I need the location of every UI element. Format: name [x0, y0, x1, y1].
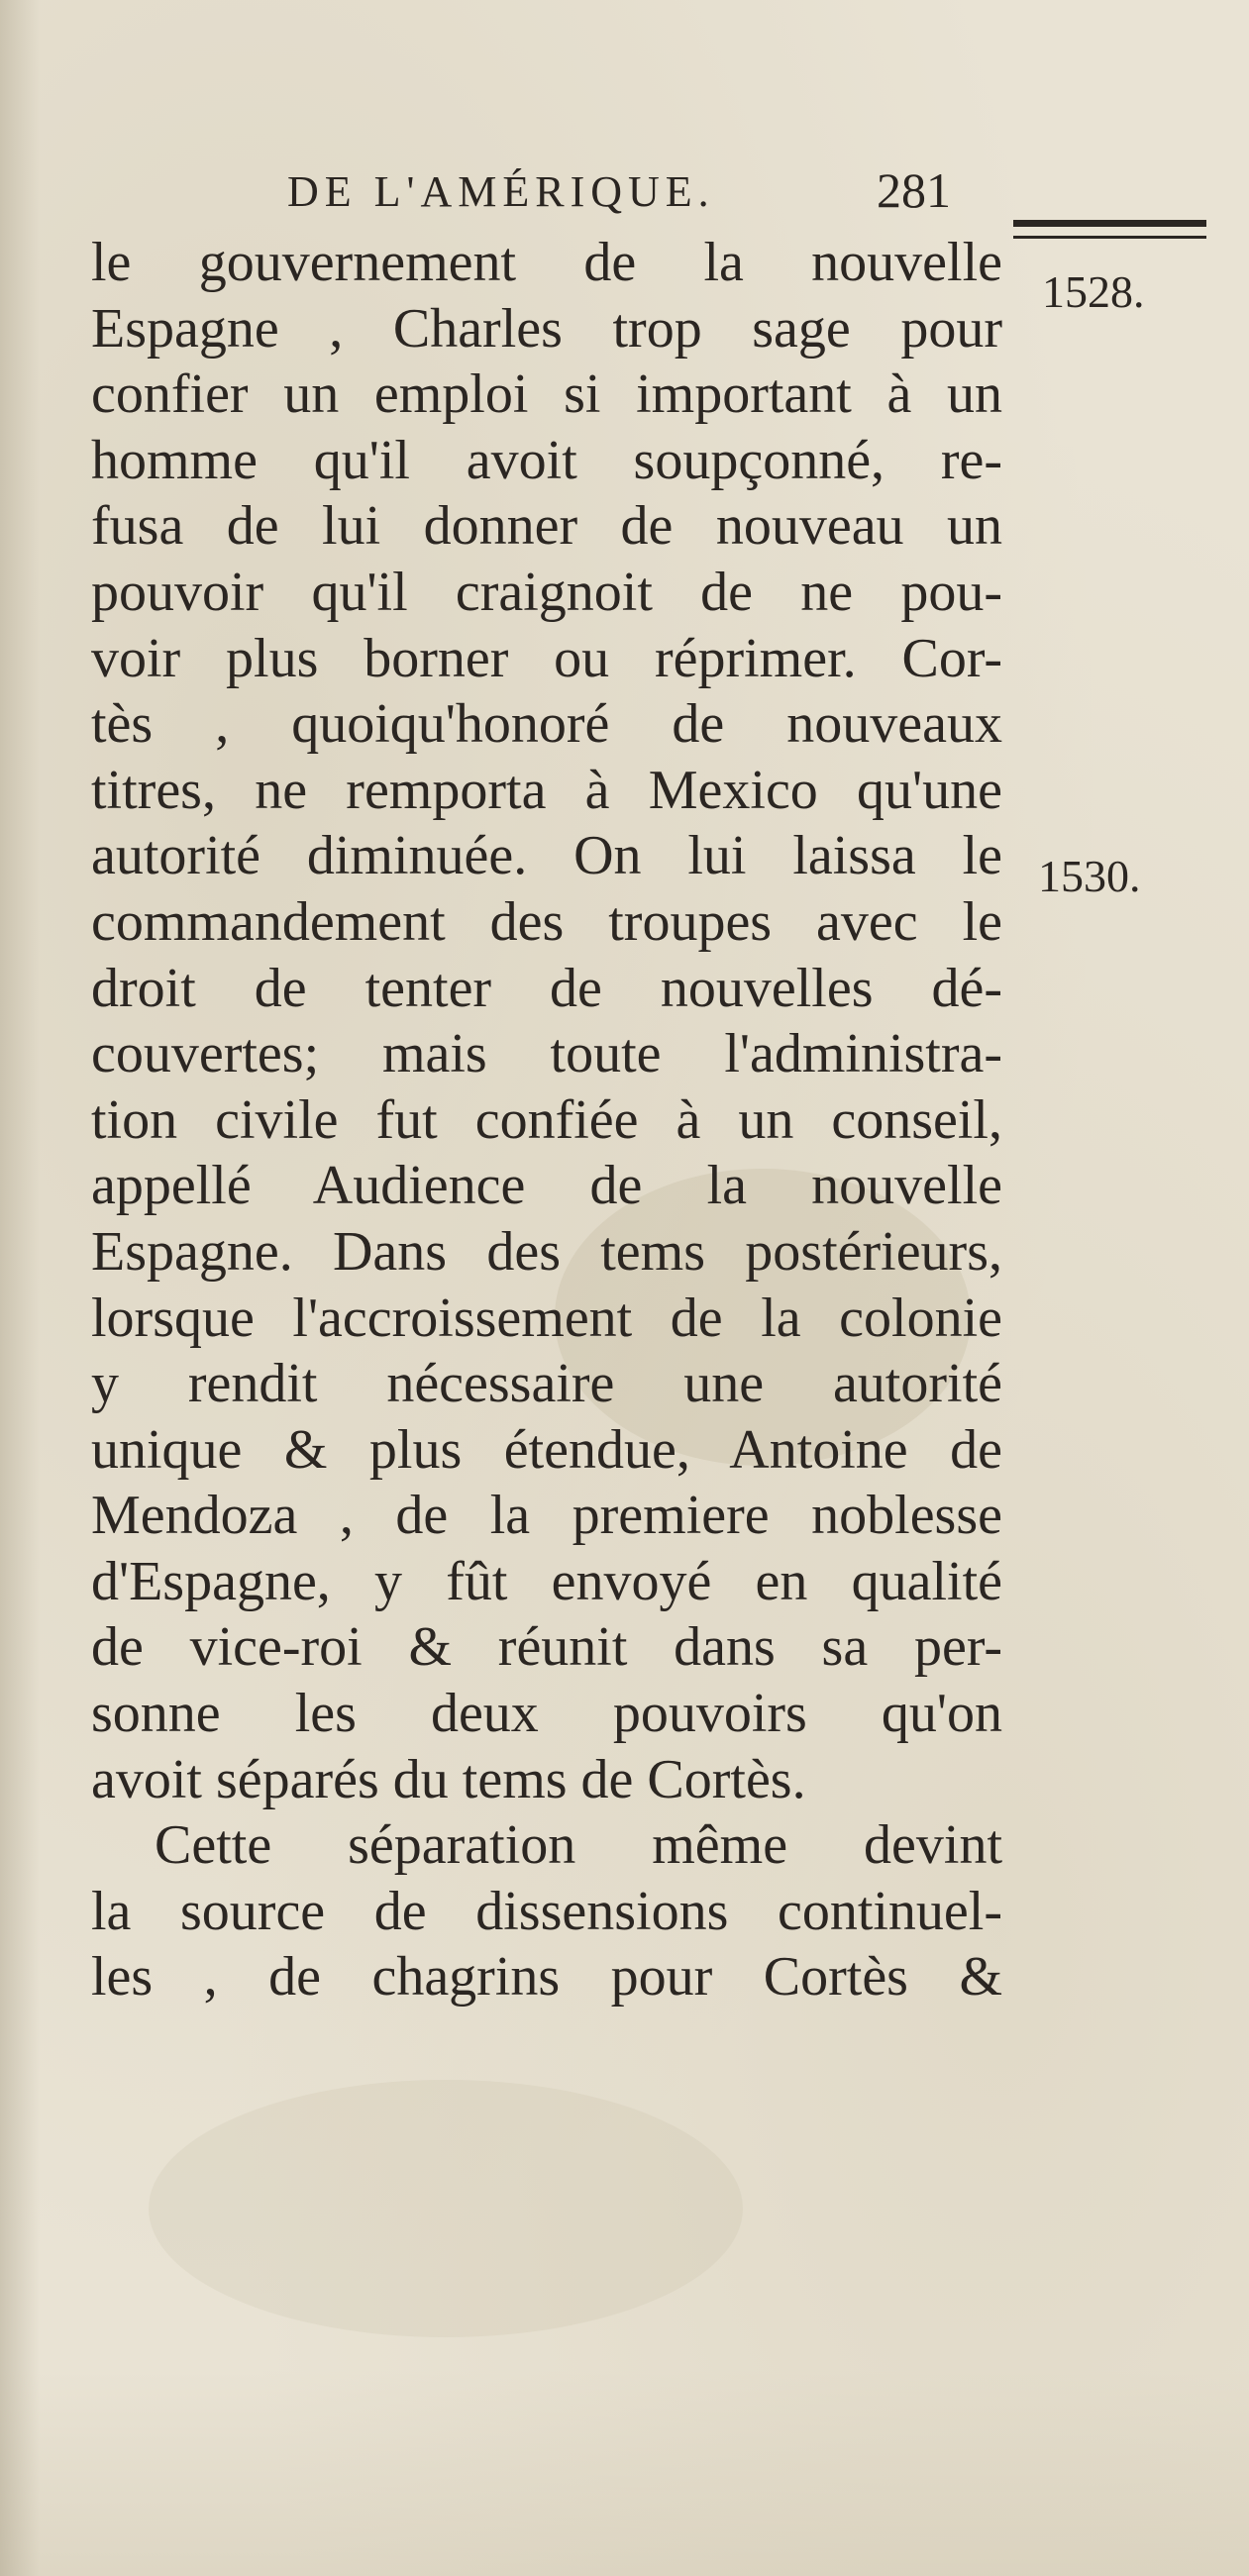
text-line: titres, ne remporta à Mexico qu'une: [91, 759, 1002, 821]
text-line: sonne les deux pouvoirs qu'on: [91, 1683, 1002, 1745]
body-text: [91, 230, 1002, 2010]
text-line: fusa de lui donner de nouveau un: [91, 495, 1002, 558]
running-head: DE L'AMÉRIQUE.: [287, 167, 715, 216]
text-line: les , de chagrins pour Cortès &: [91, 1946, 1002, 2009]
paper-stain: [149, 2080, 743, 2337]
text-line: Cette séparation même devint: [155, 1814, 1002, 1877]
text-line: pouvoir qu'il craignoit de ne pou-: [91, 561, 1002, 623]
text-line: le gouvernement de la nouvelle: [91, 232, 1002, 293]
text-line: autorité diminuée. On lui laissa le: [91, 825, 1002, 887]
text-line: Espagne. Dans des tems postérieurs,: [91, 1220, 1002, 1283]
margin-note-year: 1528.: [1042, 266, 1145, 317]
text-line: lorsque l'accroissement de la colonie: [91, 1287, 1002, 1349]
text-line: tès , quoiqu'honoré de nouveaux: [91, 693, 1002, 756]
text-line: y rendit nécessaire une autorité: [91, 1353, 1002, 1415]
header-rule-thin: [1013, 236, 1206, 239]
text-line: tion civile fut confiée à un conseil,: [91, 1088, 1002, 1151]
text-line: commandement des troupes avec le: [91, 890, 1002, 953]
page-number: 281: [877, 162, 951, 218]
text-line: d'Espagne, y fût envoyé en qualité: [91, 1550, 1002, 1612]
text-line: homme qu'il avoit soupçonné, re-: [91, 429, 1002, 491]
text-line: Mendoza , de la premiere noblesse: [91, 1485, 1002, 1547]
text-line: voir plus borner ou réprimer. Cor-: [91, 627, 1002, 689]
text-line: avoit séparés du tems de Cortès.: [91, 1748, 806, 1810]
text-line: couvertes; mais toute l'administra-: [91, 1023, 1002, 1085]
text-line: Espagne , Charles trop sage pour: [91, 297, 1002, 360]
text-line: droit de tenter de nouvelles dé-: [91, 957, 1002, 1019]
text-line: unique & plus étendue, Antoine de: [91, 1418, 1002, 1481]
header-rule: [1013, 220, 1206, 227]
text-line: la source de dissensions continuel-: [91, 1880, 1002, 1942]
margin-note-year: 1530.: [1038, 851, 1141, 901]
text-line: appellé Audience de la nouvelle: [91, 1155, 1002, 1217]
text-line: de vice-roi & réunit dans sa per-: [91, 1616, 1002, 1679]
text-line: confier un emploi si important à un: [91, 363, 1002, 426]
